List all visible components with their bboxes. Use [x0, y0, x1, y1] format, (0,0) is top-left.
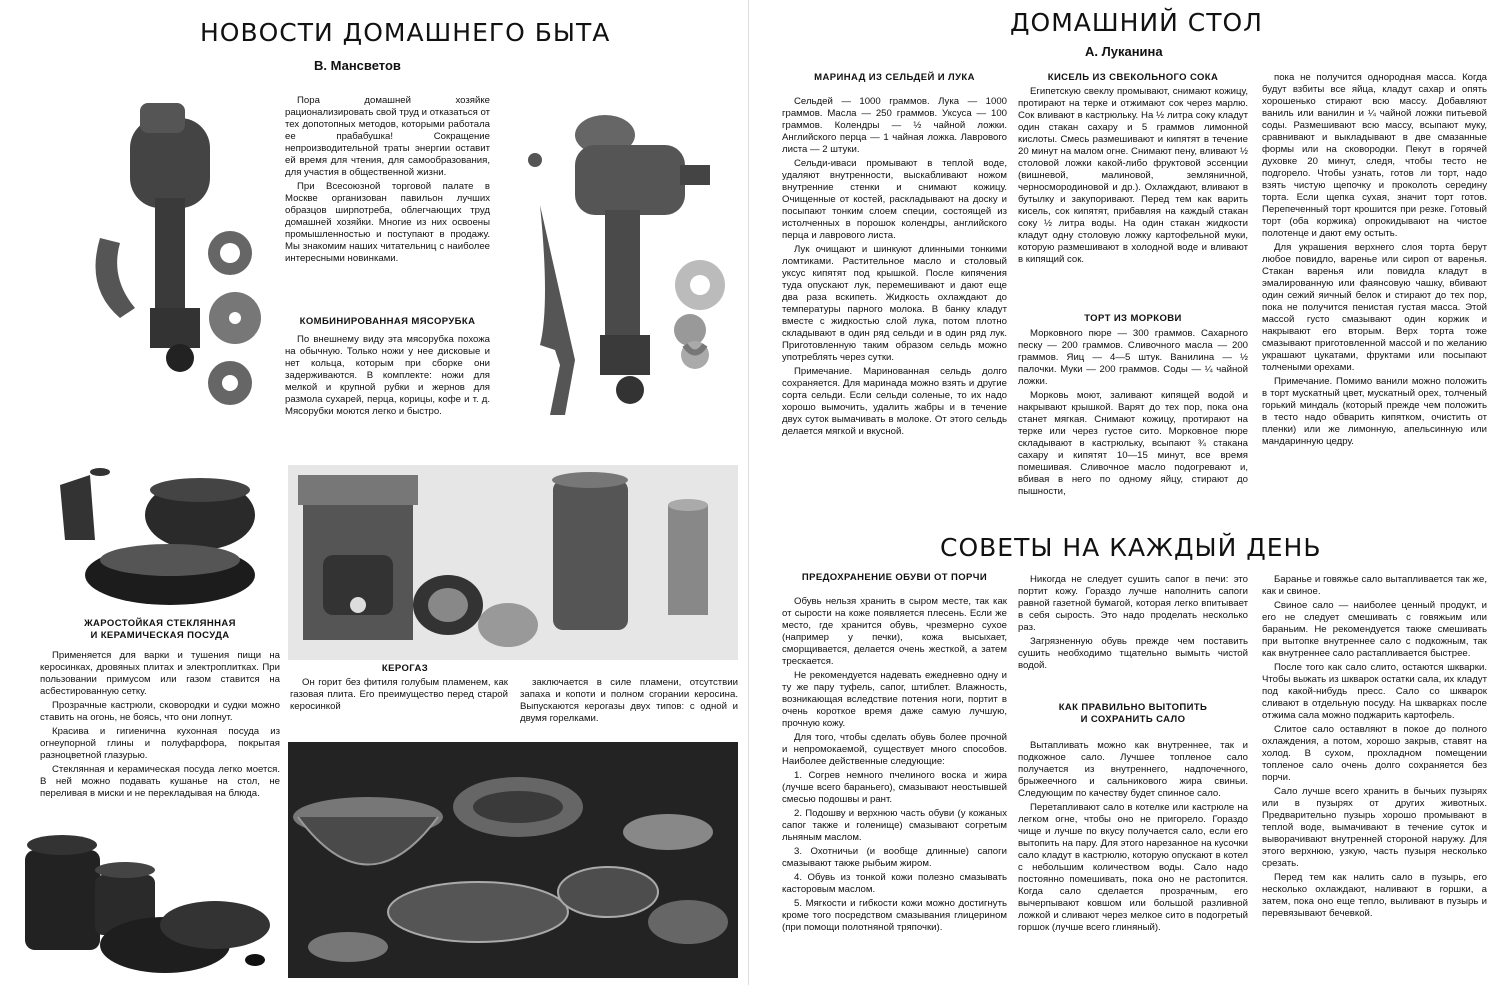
dishes-text-block — [40, 650, 280, 802]
shoes-continued-block — [1018, 574, 1248, 674]
kerogaz-heading: КЕРОГАЗ — [381, 663, 429, 674]
fat-continued-block — [1262, 574, 1487, 922]
dishes-heading-line-1: ЖАРОСТОЙКАЯ СТЕКЛЯННАЯ — [84, 618, 236, 629]
cake-paragraph-2: Морковь моют, заливают кипящей водой и накрывают крышкой. Варят до тех пор, пока она станет мягкая. Снимают кожицу, протирают на терке или через густое сито. Морковное пюре складывают в кастрюльку, всыпают ¾ стакана сахару и кипятят 10—15 минут, все время помешивая. Сливочное масло подогревают и, вбивая в него по одному яйцу, стирают до пышности, — [1018, 389, 1248, 497]
meat-grinder-1-illustration — [80, 88, 280, 418]
meat-grinder-2-illustration — [520, 105, 735, 430]
shoes-paragraph-3: Для того, чтобы сделать обувь более прочной и непромокаемой, существует много способов. Наиболее действенные следующие: — [782, 731, 1007, 767]
left-author: В. Мансветов — [314, 58, 401, 73]
cake-continued-2: Для украшения верхнего слоя торта берут любое повидло, варенье или сироп от варенья. Стакан варенья или повидла кладут в эмалированную или фаянсовую чашку, вбивают один сежий яичный белок и стирают до тех пор, пока не получится пенистая густая масса. Этой массой густо смазывают один коржик и накрывают его вторым. Верх торта тоже смазывают приготовленной массой и по желанию украшают цукатами, фруктами или посыпают толчеными орехами. — [1262, 241, 1487, 373]
fat-continued-6: Перед тем как налить сало в пузырь, его несколько охлаждают, наливают в горшки, а затем, пока оно еще тепло, выливают в пузырь и перевязывают бечевкой. — [1262, 871, 1487, 919]
shoes-continued-1: Никогда не следует сушить сапог в печи: это портит кожу. Гораздо лучше наполнить сапоги равной газетной бумагой, которая легко впитывает в себя сырость. Это надо проделать несколько раз. — [1018, 574, 1248, 633]
right-page-title: ДОМАШНИЙ СТОЛ — [1010, 8, 1263, 37]
shoes-heading: ПРЕДОХРАНЕНИЕ ОБУВИ ОТ ПОРЧИ — [801, 572, 988, 583]
marinade-heading: МАРИНАД ИЗ СЕЛЬДЕЙ И ЛУКА — [814, 72, 975, 83]
shoes-paragraph-5: 2. Подошву и верхнюю часть обуви (у кожаных сапог также и голенище) смазывают согретым льняным маслом. — [782, 807, 1007, 843]
marinade-paragraph-3: Лук очищают и шинкуют длинными тонкими ломтиками. Растительное масло и столовый уксус кипятят под крышкой. После кипячения туда опускают лук, перемешивают и дают еще два раза вскипеть. Жидкость охлаждают до температуры парного молока. В банку кладут вместе с жидкостью слой лука, потом плотно складывают в один ряд сельди и в один ряд лук. Приготовленную таким образом сельдь можно употреблять через сутки. — [782, 243, 1007, 363]
shoes-paragraph-7: 4. Обувь из тонкой кожи полезно смазывать касторовым маслом. — [782, 871, 1007, 895]
kerogaz-illustration — [288, 465, 738, 660]
tips-title: СОВЕТЫ НА КАЖДЫЙ ДЕНЬ — [940, 533, 1322, 562]
kisel-heading: КИСЕЛЬ ИЗ СВЕКОЛЬНОГО СОКА — [1047, 72, 1219, 83]
cake-continued-3: Примечание. Помимо ванили можно положить в торт мускатный цвет, мускатный орех, толченый горький миндаль (который прежде чем положить в тесто надо обварить кипятком, очистить от пленки) или же лимонную, апельсинную или мандаринную цедру. — [1262, 375, 1487, 447]
kerogaz-text-col-2 — [520, 677, 738, 727]
dishes-heading-line-2: И КЕРАМИЧЕСКАЯ ПОСУДА — [90, 629, 230, 641]
kerogaz-photo — [288, 465, 738, 660]
fat-heading-line-2: И СОХРАНИТЬ САЛО — [1080, 713, 1186, 725]
glass-dishes-photo — [288, 742, 738, 978]
fat-text-block — [1018, 740, 1248, 936]
cake-text-block — [1018, 328, 1248, 500]
dishes-paragraph-4: Стеклянная и керамическая посуда легко моется. В ней можно подавать кушанье на стол, не переливая в миски и не перекладывая на блюда. — [40, 763, 280, 799]
fat-continued-3: После того как сало слито, остаются шкварки. Чтобы выжать из шкварок остатки сала, их кладут под какой-нибудь пресс. Сало со шкварок сливают в отдельную посуду. На шкварках после отжима сала можно поджарить картофель. — [1262, 661, 1487, 721]
dishes-paragraph-1: Применяется для варки и тушения пищи на керосинках, дровяных плитах и электроплитках. При пользовании примусом или газом ставится на асбестированную сетку. — [40, 650, 280, 697]
dishes-heading — [40, 618, 280, 642]
right-author: А. Луканина — [1085, 44, 1163, 59]
shoes-paragraph-2: Не рекомендуется надевать ежедневно одну и ту же пару туфель, сапог, штиблет. Влажность, возникающая вследствие потения ноги, портит в очень короткое время даже самую лучшую, прочную кожу. — [782, 669, 1007, 729]
cake-continued-block — [1262, 72, 1487, 450]
fat-heading-line-1: КАК ПРАВИЛЬНО ВЫТОПИТЬ — [1058, 702, 1208, 713]
shoes-text-block — [782, 596, 1007, 936]
fat-paragraph-1: Вытапливать можно как внутреннее, так и подкожное сало. Лучшее топленое сало получается из внутреннего, надпочечного, брыжеечного и сальникового жира свиньи. Следующим по качеству будет спинное сало. — [1018, 740, 1248, 799]
kerogaz-text-2: заключается в силе пламени, отсутствии запаха и копоти и полном сгорании керосина. Выпускаются керогазы двух типов: с одной и двумя горелками. — [520, 677, 738, 724]
shoes-continued-2: Загрязненную обувь прежде чем поставить сушить необходимо тщательно вымыть чистой водой. — [1018, 635, 1248, 671]
page-gutter — [748, 0, 749, 985]
marinade-paragraph-4: Примечание. Маринованная сельдь долго сохраняется. Для маринада можно взять и другие сорта сельди. Если сельди соленые, то их надо хорошо вымочить, удалить жабры и в течение двух суток вымачивать в молоке. От этого сельдь делается мягкой и вкусной. — [782, 365, 1007, 437]
marinade-paragraph-2: Сельди-иваси промывают в теплой воде, удаляют внутренности, выскабливают ножом внутренние стенки и снимают кожицу. Очищенные от костей, раскладывают на доску и посыпают тонким слоем специи, состоящей из истолченных в порошок колендры, английского перца и лаврового листа. — [782, 157, 1007, 241]
grinder-heading: КОМБИНИРОВАННАЯ МЯСОРУБКА — [299, 316, 476, 327]
fat-continued-4: Слитое сало оставляют в покое до полного охлаждения, а потом, хорошо закрыв, ставят на холод. В сухом, прохладном помещении топленое сало очень долго сохраняется без порчи. — [1262, 723, 1487, 783]
enamel-pots-illustration — [15, 820, 280, 980]
fat-heading — [1018, 702, 1248, 726]
kerogaz-text-col-1 — [290, 677, 508, 715]
shoes-paragraph-6: 3. Охотничьи (и вообще длинные) сапоги смазывают также рыбьим жиром. — [782, 845, 1007, 869]
intro-paragraph-1: Пора домашней хозяйке рационализировать свой труд и отказаться от тех допотопных методов, которыми работала ее прабабушка! Сокращение непроизводительной траты энергии оставит ей время для чтения, для самообразования, для участия в общественной жизни. — [285, 95, 490, 178]
left-intro — [285, 95, 490, 267]
fat-continued-5: Сало лучше всего хранить в бычьих пузырях или в пузырях от других животных. Предварительно пузырь хорошо промывают в теплой воде, вымачивают в течение суток и выворачивают внутренней стороной наружу. Для этого верхнюю, узкую, часть пузыря несколько срезать. — [1262, 785, 1487, 869]
meat-grinder-photo-1 — [80, 88, 280, 418]
fat-continued-2: Свиное сало — наиболее ценный продукт, и его не следует смешивать с говяжьим или бараньим. Не рекомендуется также смешивать при вытопке внутреннее сало с подкожным, так как внутреннее сало растапливается быстрее. — [1262, 599, 1487, 659]
grinder-text-block — [285, 334, 490, 420]
cake-paragraph-1: Морковного пюре — 300 граммов. Сахарного песку — 200 граммов. Сливочного масла — 200 граммов. Яиц — 4—5 штук. Ванилина — ½ палочки. Муки — 200 граммов. Соды — ¼ чайной ложки. — [1018, 328, 1248, 387]
left-page-title: НОВОСТИ ДОМАШНЕГО БЫТА — [200, 18, 611, 47]
intro-paragraph-2: При Всесоюзной торговой палате в Москве организован павильон лучших образцов ширпотреба, облегчающих труд домашней хозяйки. Многие из них освоены промышленностью и поступают в продажу. Мы знакомим наших читательниц с наиболее интересными новинками. — [285, 180, 490, 264]
cake-continued-1: пока не получится однородная масса. Когда будут взбиты все яйца, кладут сахар и опять хорошенько стирают всю массу. Добавляют ваниль или ванилин и ¼ чайной ложки питьевой соды. Размешивают всю массу, всыпают муку, сравнивают и выкладывают в две смазанные формы или на сковородки. Пекут в горячей духовке 20 минут, следя, чтобы тесто не подгорело. Чтобы узнать, готов ли торт, надо взять чистую щепочку и проколоть середину торта. Если щепка сухая, значит торт готов. Перепеченный торт крошится при резке. Готовый торт (оба коржика) опрокидывают на чистое полотенце и дают ему остыть. — [1262, 72, 1487, 239]
shoes-paragraph-1: Обувь нельзя хранить в сыром месте, так как от сырости на коже появляется плесень. Если же место, где хранится обувь, чрезмерно сухое (например у печки), кожа высыхает, сморщивается, делается очень жесткой, а затем трескается. — [782, 596, 1007, 667]
marinade-paragraph-1: Сельдей — 1000 граммов. Лука — 1000 граммов. Масла — 250 граммов. Уксуса — 100 граммов. Колендры — ½ чайной ложки. Английского перца — 1 чайная ложка. Лаврового листа — 2 штуки. — [782, 96, 1007, 155]
ceramic-dishes-photo — [40, 460, 280, 615]
dishes-paragraph-2: Прозрачные кастрюли, сковородки и судки можно ставить на огонь, не боясь, что они лопнут. — [40, 699, 280, 723]
enamel-pots-photo — [15, 820, 280, 980]
cake-heading: ТОРТ ИЗ МОРКОВИ — [1084, 313, 1182, 324]
kisel-text-block — [1018, 86, 1248, 268]
shoes-paragraph-8: 5. Мягкости и гибкости кожи можно достигнуть кроме того посредством смазывания глицерином (при помощи полотняной тряпочки). — [782, 897, 1007, 933]
glass-dishes-illustration — [288, 742, 738, 978]
kisel-text: Египетскую свеклу промывают, снимают кожицу, протирают на терке и отжимают сок через марлю. Сок вливают в кастрюльку. На ½ литра соку кладут один стакан сахару и 5 граммов лимонной кислоты. Смесь размешивают и кипятят в течение 20 минут на малом огне. Снимают пену, вливают ½ столовой ложки какой-либо фруктовой эссенции (вишневой, малиновой, земляничной, черносмородиновой и др.). Охлаждают, вливают в бутылку и закупоривают. Перед тем как варить кисель, сок кипятят, прибавляя на каждый стакан соку ½ литра воды. На один стакан жидкости кладут одну столовую ложку картофельной муки, которую размешивают в холодной воде и вливают в кипящий сок. — [1018, 86, 1248, 265]
fat-paragraph-2: Перетапливают сало в котелке или кастрюле на легком огне, чтобы оно не пригорело. Гораздо чище и лучше по вкусу получается сало, если его вытопить на пару. Для этого нарезанное на кусочки сало кладут в кастрюлю, которую опускают в котел с небольшим количеством воды. Сало надо постоянно помешивать, пока оно не растопится. Когда сало сделается прозрачным, его вычерпывают ковшом или большой разливной ложкой и сливают через мелкое сито в подогретый горшок (лучше всего глиняный). — [1018, 801, 1248, 933]
marinade-text-block — [782, 96, 1007, 440]
meat-grinder-photo-2 — [520, 105, 735, 430]
dishes-paragraph-3: Красива и гигиенична кухонная посуда из огнеупорной глины и полуфарфора, покрытая разноцветной глазурью. — [40, 725, 280, 761]
fat-continued-1: Баранье и говяжье сало вытапливается так же, как и свиное. — [1262, 574, 1487, 597]
grinder-text: По внешнему виду эта мясорубка похожа на обычную. Только ножи у нее дисковые и нет кольца, которым при сборке они задерживаются. В комплекте: ножи для мелкой и крупной рубки и жернов для размола сухарей, перца, корицы, кофе и т. д. Мясорубки моются легко и быстро. — [285, 334, 490, 417]
ceramic-dishes-illustration — [40, 460, 280, 615]
kerogaz-text-1: Он горит без фитиля голубым пламенем, как газовая плита. Его преимущество перед старой керосинкой — [290, 677, 508, 712]
shoes-paragraph-4: 1. Согрев немного пчелиного воска и жира (лучше всего бараньего), смазывают неостывшей смесью подошвы и рант. — [782, 769, 1007, 805]
